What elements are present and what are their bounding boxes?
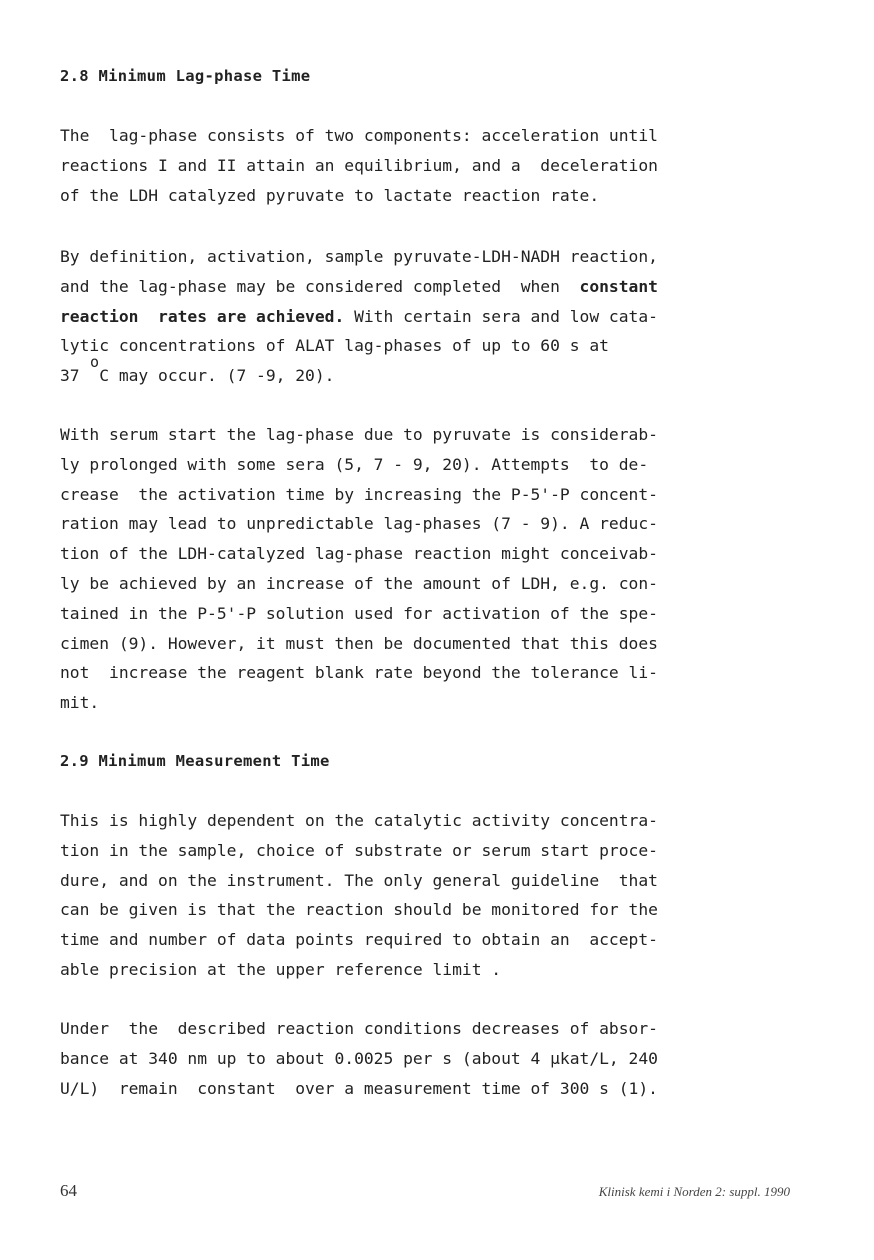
bold-text: constant <box>579 276 658 296</box>
text-line: bance at 340 nm up to about 0.0025 per s (about 4 µkat/L, 240 <box>60 1048 658 1068</box>
paragraph-reaction-conditions <box>60 1014 800 1103</box>
text-line: lytic concentrations of ALAT lag-phases of up to 60 s at <box>60 336 609 356</box>
text-line: mit. <box>60 693 100 713</box>
text-line: By definition, activation, sample pyruvate-LDH-NADH reaction, <box>60 247 658 266</box>
text-line: Under the described reaction conditions decreases of absor- <box>60 1019 658 1038</box>
paragraph-measurement-dependence <box>60 806 800 985</box>
paragraph-serum-start <box>60 420 800 718</box>
text-line: crease the activation time by increasing the P-5'-P concent- <box>60 484 658 504</box>
text-line: dure, and on the instrument. The only general guideline that <box>60 870 658 890</box>
text-line: tion of the LDH-catalyzed lag-phase reaction might conceivab- <box>60 544 658 564</box>
section-heading-2-9: 2.9 Minimum Measurement Time <box>60 752 330 770</box>
paragraph-lag-phase-definition <box>60 242 800 391</box>
bold-text: reaction rates are achieved. <box>60 306 345 326</box>
text-line: ly be achieved by an increase of the amount of LDH, e.g. con- <box>60 573 658 593</box>
degree-sign: o <box>90 353 100 372</box>
text-segment: With certain sera and low cata- <box>344 306 658 326</box>
text-line: can be given is that the reaction should be monitored for the <box>60 900 658 920</box>
text-line <box>60 302 800 332</box>
text-line: This is highly dependent on the catalytic activity concentra- <box>60 811 658 830</box>
text-line: cimen (9). However, it must then be documented that this does <box>60 633 658 653</box>
section-heading-2-8: 2.8 Minimum Lag-phase Time <box>60 67 311 85</box>
paragraph-lag-phase-components <box>60 121 800 210</box>
text-line <box>60 272 800 302</box>
text-segment: and the lag-phase may be considered completed when <box>60 276 580 296</box>
text-segment: 37 C may occur. (7 -9, 20). <box>60 366 335 386</box>
text-line: U/L) remain constant over a measurement time of 300 s (1). <box>60 1078 658 1098</box>
text-line: tained in the P-5'-P solution used for activation of the spe- <box>60 603 658 623</box>
text-line <box>60 353 800 391</box>
journal-source: Klinisk kemi i Norden 2: suppl. 1990 <box>598 1184 790 1199</box>
text-line: ration may lead to unpredictable lag-phases (7 - 9). A reduc- <box>60 514 658 534</box>
text-line: ly prolonged with some sera (5, 7 - 9, 20). Attempts to de- <box>60 454 649 474</box>
text-line: tion in the sample, choice of substrate or serum start proce- <box>60 840 658 860</box>
text-line: reactions I and II attain an equilibrium, and a deceleration <box>60 155 658 175</box>
text-line: of the LDH catalyzed pyruvate to lactate reaction rate. <box>60 185 600 205</box>
text-line: not increase the reagent blank rate beyond the tolerance li- <box>60 663 658 683</box>
text-line: able precision at the upper reference limit . <box>60 959 502 979</box>
text-line: The lag-phase consists of two components: acceleration until <box>60 126 658 145</box>
page-number: 64 <box>60 1181 77 1200</box>
text-line: time and number of data points required to obtain an accept- <box>60 930 658 950</box>
text-line: With serum start the lag-phase due to pyruvate is considerab- <box>60 425 658 444</box>
